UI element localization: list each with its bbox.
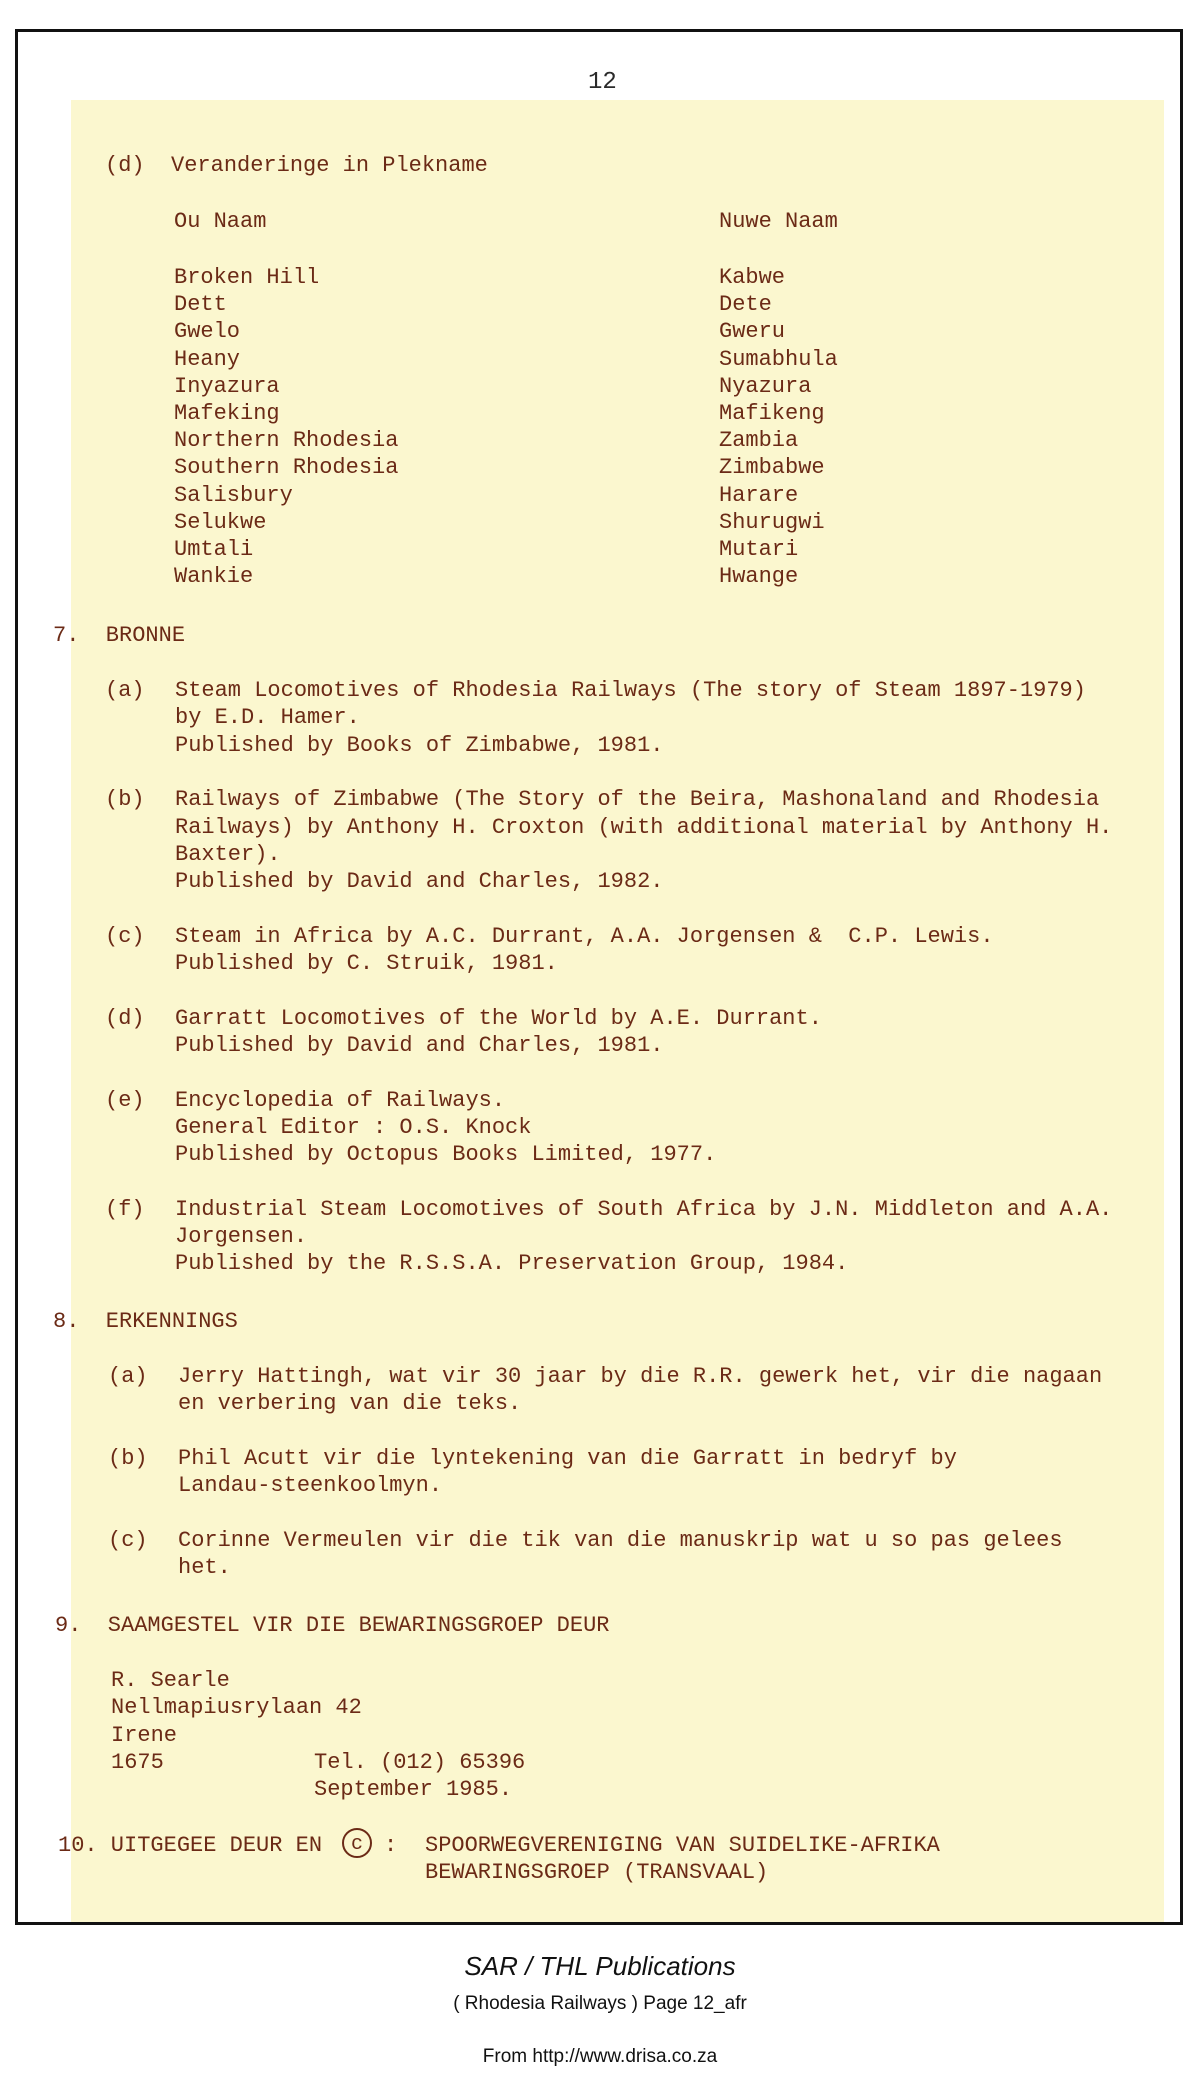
item-line: Published by Octopus Books Limited, 1977. [175,1142,717,1168]
footer-subtitle: ( Rhodesia Railways ) Page 12_afr [453,1993,747,2014]
address-line: Irene [111,1722,178,1748]
telephone: Tel. (012) 65396 [314,1750,526,1775]
item-line: Published by David and Charles, 1981. [175,1032,664,1058]
item-line: Baxter). [175,841,281,867]
item-label: (e) [105,1087,145,1113]
old-placename: Salisbury [174,482,293,508]
new-placename: Hwange [719,564,799,590]
item-line: Published by David and Charles, 1982. [175,869,664,895]
item-label: (a) [105,678,145,703]
section-heading: 7. BRONNE [53,623,186,648]
item-line: Jerry Hattingh, wat vir 30 jaar by die R.R. gewerk het, vir die nagaan [178,1364,1103,1389]
new-placename: Shurugwi [719,509,825,535]
item-line: Railways) by Anthony H. Croxton (with additional material by Anthony H. [175,814,1113,840]
address-line: R. Searle [111,1668,230,1693]
placenames-heading: (d) Veranderinge in Plekname [105,153,488,178]
page-number: 12 [588,69,617,96]
item-line: Steam in Africa by A.C. Durrant, A.A. Jorgensen & C.P. Lewis. [175,923,994,949]
publisher-line: SPOORWEGVERENIGING VAN SUIDELIKE-AFRIKA [425,1833,940,1858]
old-placename: Broken Hill [174,265,320,290]
old-name-header: Ou Naam [174,209,267,234]
item-line: Industrial Steam Locomotives of South Africa by J.N. Middleton and A.A. [175,1196,1113,1222]
new-placename: Kabwe [719,265,786,290]
section-heading: 8. ERKENNINGS [53,1309,238,1334]
publisher-line: BEWARINGSGROEP (TRANSVAAL) [425,1860,769,1886]
footer-source: From http://www.drisa.co.za [482,2046,718,2067]
old-placename: Wankie [174,564,254,590]
item-line: Published by Books of Zimbabwe, 1981. [175,732,664,758]
new-placename: Zimbabwe [719,455,825,481]
item-line: het. [178,1555,231,1581]
item-label: (a) [108,1364,148,1389]
new-placename: Nyazura [719,373,812,399]
section-heading: 9. SAAMGESTEL VIR DIE BEWARINGSGROEP DEUR [55,1613,610,1638]
copyright-symbol [342,1828,372,1858]
item-label: (b) [108,1445,148,1471]
item-line: Railways of Zimbabwe (The Story of the Beira, Mashonaland and Rhodesia [175,787,1100,813]
item-label: (b) [105,787,145,813]
new-name-header: Nuwe Naam [719,209,838,234]
new-placename: Dete [719,292,772,318]
item-line: Jorgensen. [175,1224,308,1249]
old-placename: Inyazura [174,373,280,399]
item-label: (c) [105,923,145,949]
old-placename: Mafeking [174,401,280,426]
new-placename: Harare [719,482,799,508]
item-line: Encyclopedia of Railways. [175,1087,506,1113]
old-placename: Umtali [174,537,254,562]
item-line: Garratt Locomotives of the World by A.E. Durrant. [175,1005,822,1031]
new-placename: Zambia [719,428,799,454]
section-heading: 10. UITGEGEE DEUR EN [58,1833,323,1858]
publisher-colon: : [384,1833,398,1858]
footer-title: SAR / THL Publications [464,1951,736,1981]
copyright-letter: c [342,1828,372,1858]
new-placename: Gweru [719,319,786,345]
item-label: (c) [108,1527,148,1553]
item-line: Published by C. Struik, 1981. [175,951,558,976]
item-label: (f) [105,1196,145,1222]
item-line: Steam Locomotives of Rhodesia Railways (The story of Steam 1897-1979) [175,678,1086,703]
item-line: by E.D. Hamer. [175,705,360,731]
old-placename: Southern Rhodesia [174,455,399,481]
item-label: (d) [105,1005,145,1031]
item-line: Published by the R.S.S.A. Preservation Group, 1984. [175,1251,849,1277]
item-line: Phil Acutt vir die lyntekening van die Garratt in bedryf by [178,1445,957,1471]
old-placename: Gwelo [174,319,241,345]
new-placename: Sumabhula [719,346,838,372]
old-placename: Dett [174,292,227,318]
item-line: en verbering van die teks. [178,1391,522,1417]
address-line: 1675 [111,1749,164,1775]
old-placename: Heany [174,346,241,372]
item-line: Corinne Vermeulen vir die tik van die manuskrip wat u so pas gelees [178,1527,1063,1553]
item-line: Landau-steenkoolmyn. [178,1473,443,1499]
old-placename: Northern Rhodesia [174,428,399,454]
new-placename: Mutari [719,537,799,562]
new-placename: Mafikeng [719,401,825,426]
item-line: General Editor : O.S. Knock [175,1114,532,1140]
address-line: Nellmapiusrylaan 42 [111,1695,362,1721]
old-placename: Selukwe [174,509,267,535]
compiled-date: September 1985. [314,1777,513,1802]
